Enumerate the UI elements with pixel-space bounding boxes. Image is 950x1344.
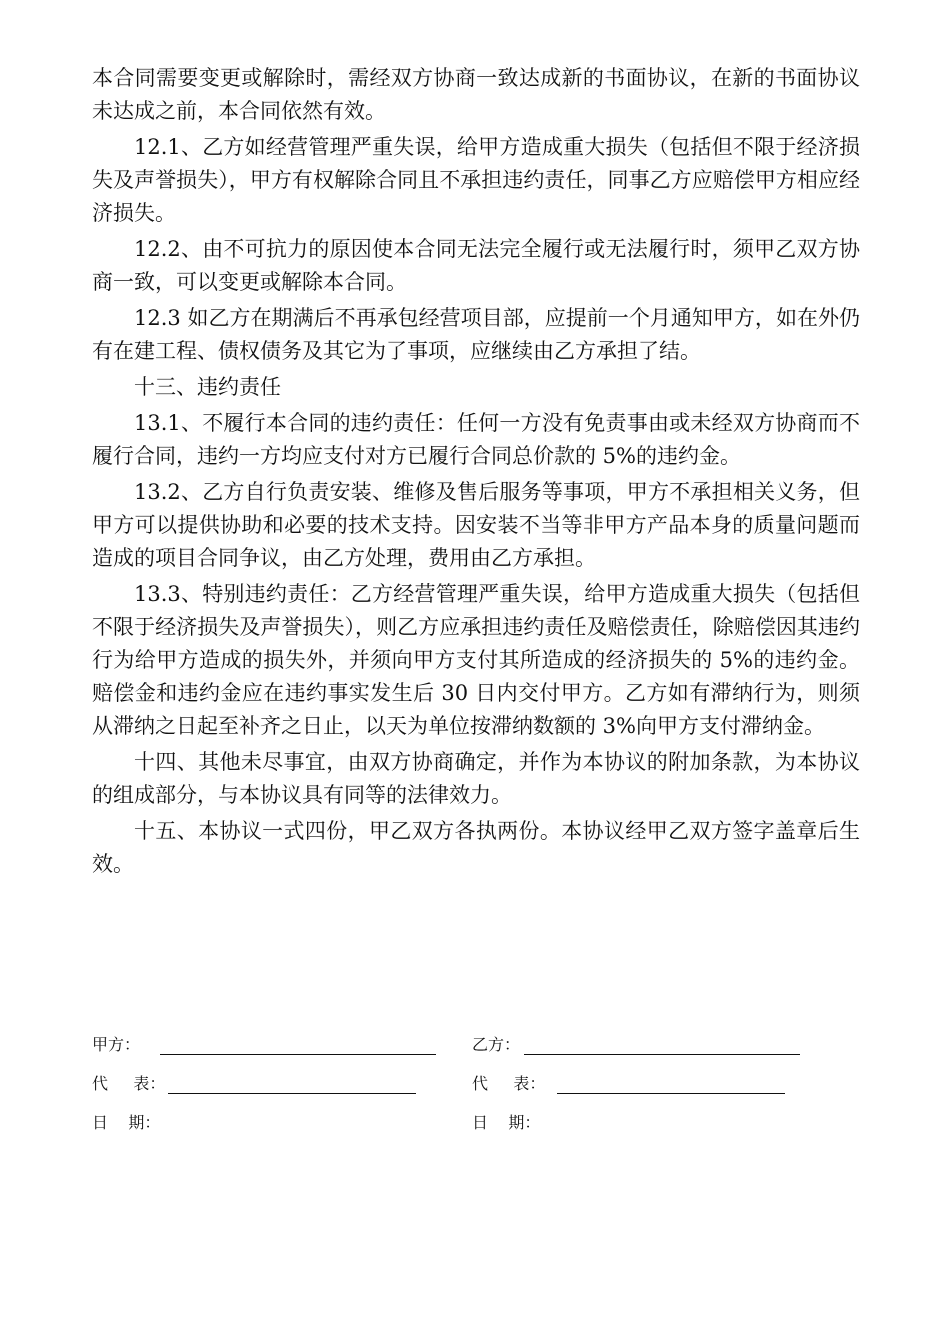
paragraph-12-3: 12.3 如乙方在期满后不再承包经营项目部，应提前一个月通知甲方，如在外仍有在建工程、债权债务及其它为了事项，应继续由乙方承担了结。 <box>92 306 860 363</box>
signature-row-date <box>92 1094 852 1133</box>
rep-a-field <box>92 1071 472 1094</box>
section-heading-13: 十三、违约责任 <box>134 375 281 399</box>
paragraph-intro: 本合同需要变更或解除时，需经双方协商一致达成新的书面协议，在新的书面协议未达成之前，本合同依然有效。 <box>92 66 860 123</box>
rep-b-signature-line <box>557 1075 785 1094</box>
contract-body <box>92 62 860 884</box>
date-a-field <box>92 1110 472 1133</box>
party-a-signature-line <box>160 1036 436 1055</box>
party-a-label: 甲方： <box>92 1035 141 1054</box>
signature-block <box>92 1016 852 1133</box>
party-b-signature-line <box>524 1036 800 1055</box>
rep-a-signature-line <box>168 1075 416 1094</box>
paragraph-13-1: 13.1、不履行本合同的违约责任：任何一方没有免责事由或未经双方协商而不履行合同，违约一方均应支付对方已履行合同总价款的 5%的违约金。 <box>92 411 860 468</box>
date-b-label: 日 期： <box>472 1113 541 1132</box>
party-b-label: 乙方： <box>472 1035 521 1054</box>
party-a-field <box>92 1032 472 1055</box>
paragraph-13-3: 13.3、特别违约责任：乙方经营管理严重失误，给甲方造成重大损失（包括但不限于经济损失及声誉损失），则乙方应承担违约责任及赔偿责任，除赔偿因其违约行为给甲方造成的损失外，并须向甲方支付其所造成的经济损失的 5%的违约金。赔偿金和违约金应在违约事实发生后 30 日内交付甲方。乙方如有滞纳行为，则须从滞纳之日起至补齐之日止，以天为单位按滞纳数额的 3%向甲方支付滞纳金。 <box>92 582 860 738</box>
party-b-field <box>472 1032 852 1055</box>
signature-row-party <box>92 1016 852 1055</box>
date-a-label: 日 期： <box>92 1113 161 1132</box>
rep-b-label: 代 表： <box>472 1074 546 1093</box>
rep-a-label: 代 表： <box>92 1074 166 1093</box>
date-b-field <box>472 1110 852 1133</box>
paragraph-13-2: 13.2、乙方自行负责安装、维修及售后服务等事项，甲方不承担相关义务，但甲方可以提供协助和必要的技术支持。因安装不当等非甲方产品本身的质量问题而造成的项目合同争议，由乙方处理，费用由乙方承担。 <box>92 480 860 570</box>
paragraph-14: 十四、其他未尽事宜，由双方协商确定，并作为本协议的附加条款，为本协议的组成部分，与本协议具有同等的法律效力。 <box>92 750 860 807</box>
paragraph-12-1: 12.1、乙方如经营管理严重失误，给甲方造成重大损失（包括但不限于经济损失及声誉损失），甲方有权解除合同且不承担违约责任，同事乙方应赔偿甲方相应经济损失。 <box>92 135 860 225</box>
signature-row-representative <box>92 1055 852 1094</box>
paragraph-12-2: 12.2、由不可抗力的原因使本合同无法完全履行或无法履行时，须甲乙双方协商一致，可以变更或解除本合同。 <box>92 237 860 294</box>
paragraph-15: 十五、本协议一式四份，甲乙双方各执两份。本协议经甲乙双方签字盖章后生效。 <box>92 819 860 876</box>
rep-b-field <box>472 1071 852 1094</box>
